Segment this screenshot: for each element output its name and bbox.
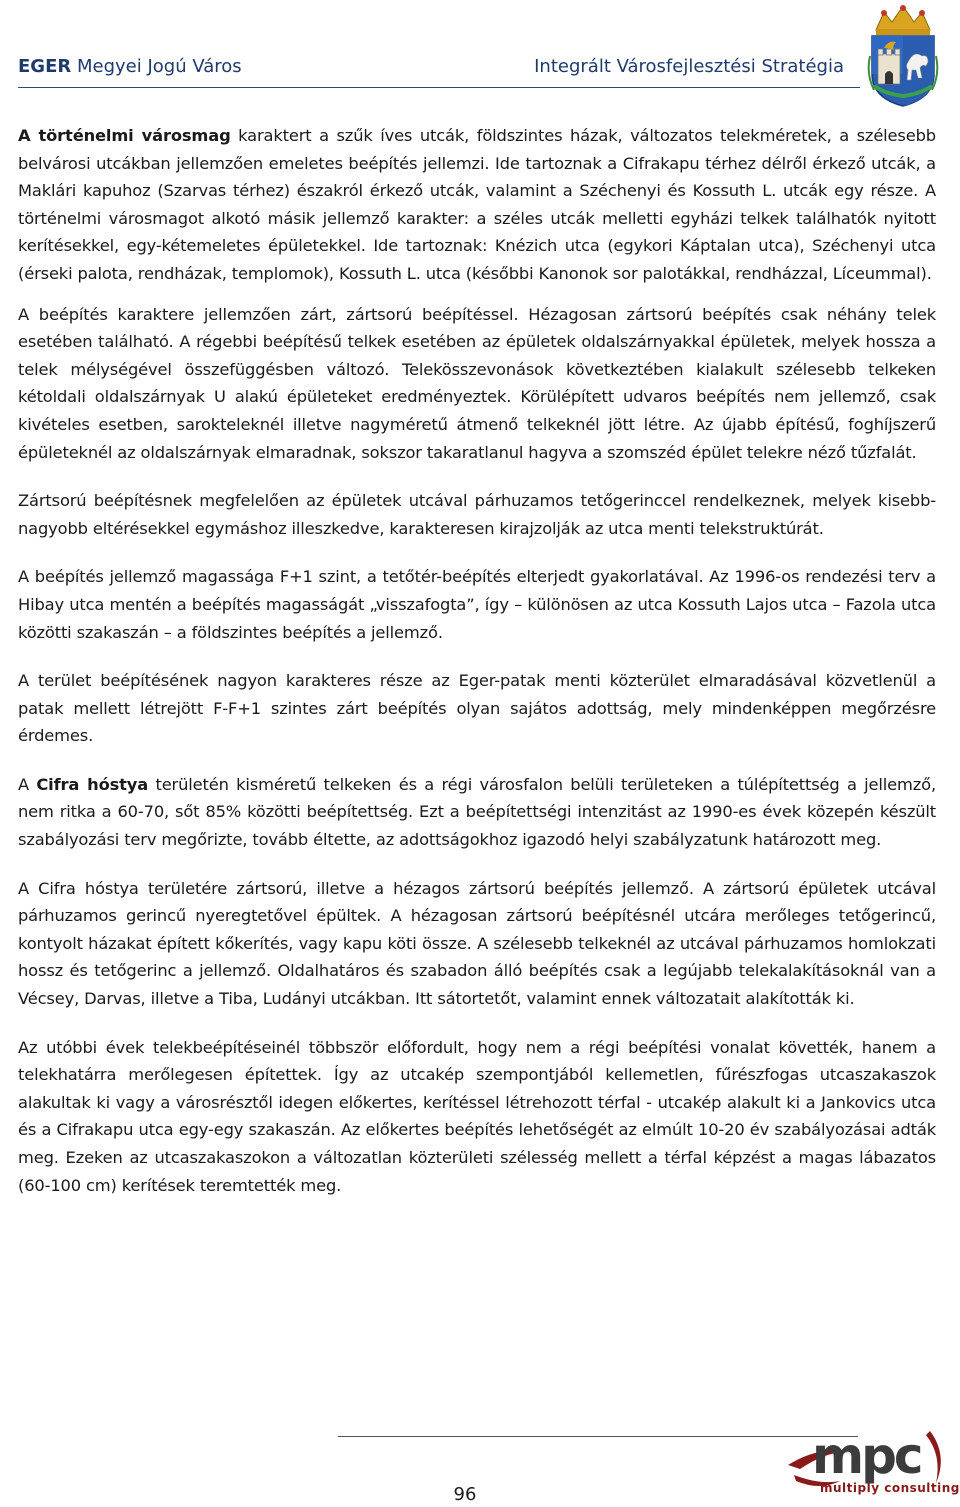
page-number: 96 xyxy=(453,1484,477,1505)
paragraph-1-lead: A történelmi városmag xyxy=(18,126,231,145)
body-text xyxy=(18,122,936,1220)
paragraph-1-text: karaktert a szűk íves utcák, földszintes házak, változatos telekméretek, a szélesebb belvárosi utcákban jellemzően emeletes beépítés jellemzi. Ide tartoznak a Cifrakapu térhez délről érkező utcák, a Maklári kapuhoz (Szarvas térhez) északról érkező utcák, valamint a Széchenyi és Kossuth L. utcák egy része. A történelmi városmagot alkotó másik jellemző karakter: a széles utcák melletti egyházi telkek találhatók nyitott kerítésekkel, egy-kétemeletes épületekkel. Ide tartoznak: Knézich utca (egykori Káptalan utca), Széchenyi utca (érseki palota, rendházak, templomok), Kossuth L. utca (későbbi Kanonok sor palotákkal, rendházzal, Líceummal). xyxy=(18,126,936,283)
paragraph-4: A beépítés jellemző magassága F+1 szint, a tetőtér-beépítés elterjedt gyakorlatával. Az 1996-os rendezési terv a Hibay utca mentén a beépítés magasságát „visszafogta”, így – különösen az utca Kossuth Lajos utca – Fazola utca közötti szakaszán – a földszintes beépítés a jellemző. xyxy=(18,567,936,642)
header-city-rest: Megyei Jogú Város xyxy=(76,56,242,77)
mpc-logo-tagline: multiply consulting xyxy=(820,1481,960,1495)
header-divider xyxy=(18,87,860,88)
paragraph-2: A beépítés karaktere jellemzően zárt, zártsorú beépítéssel. Hézagosan zártsorú beépítés csak néhány telek esetében található. A régebbi beépítésű telkek esetében az épületek oldalszárnyakkal épületek, melyek hossza a telek mélységével összefüggésben változó. Telekösszevonások következtében kialakult szélesebb telkeken kétoldali oldalszárnyak U alakú épületeket eredményeztek. Körülépített udvaros beépítés nem jellemző, csak kivételes esetben, sarokteleknél illetve nagyméretű átmenő telkeknél jött létre. Az újabb építésű, foghíjszerű épületeknél az oldalszárnyak elmaradnak, sokszor takaratlanul hagyva a szomszéd épület telekre néző tűzfalát. xyxy=(18,304,936,462)
paragraph-6 xyxy=(18,771,936,854)
paragraph-5: A terület beépítésének nagyon karakteres része az Eger-patak menti közterület elmaradásával közvetlenül a patak mellett létrejött F-F+1 szintes zárt beépítés olyan sajátos adottság, mely mindenképpen megőrzésre érdemes. xyxy=(18,671,936,746)
header-city-bold: EGER xyxy=(18,56,72,77)
header-city xyxy=(18,56,242,77)
header-document-title: Integrált Városfejlesztési Stratégia xyxy=(534,56,844,77)
paragraph-6-lead: A xyxy=(18,774,37,794)
paragraph-7: A Cifra hóstya területére zártsorú, illetve a hézagos zártsorú beépítés jellemző. A zártsorú épületek utcával párhuzamos gerincű nyeregtetővel épültek. A hézagosan zártsorú beépítésnél utcára merőleges tetőgerincű, kontyolt házakat épített kőkerítés, vagy kapu köti össze. A szélesebb telkeknél az utcával párhuzamos homlokzati hossz és tetőgerinc a jellemző. Oldalhatáros és szabadon álló beépítés csak a legújabb telekalakításoknál van a Vécsey, Darvas, illetve a Tiba, Ludányi utcákban. Itt sátortetőt, valamint ennek változatait alakították ki. xyxy=(18,878,936,1009)
page-header xyxy=(18,56,844,84)
paragraph-1 xyxy=(18,122,936,288)
paragraph-6-text: területén kisméretű telkeken és a régi városfalon belüli területeken a túlépítettség a jellemző, nem ritka a 60-70, sőt 85% közötti beépítettség. Ezt a beépítettségi intenzitást az 1990-es évek közepén készült szabályozási terv megőrizte, tovább éltette, az adottságokhoz igazodó helyi szabályzatunk határozott meg. xyxy=(18,774,936,850)
mpc-logo-text: mpc xyxy=(812,1427,921,1485)
city-crest-icon xyxy=(866,4,940,108)
paragraph-8: Az utóbbi évek telekbeépítéseinél többször előfordult, hogy nem a régi beépítési vonalat követték, hanem a telekhatárra merőlegesen építettek. Így az utcakép szempontjából kellemetlen, fűrészfogas utcaszakaszok alakultak ki vagy a városrésztől idegen előkertes, kerítéssel létrehozott térfal - utcakép alakult ki a Jankovics utca és a Cifrakapu utca egy-egy szakaszán. Az előkertes beépítés lehetőségét az elmúlt 10-20 év szabályozásai adták meg. Ezeken az utcaszakaszokon a változatlan közterületi szélesség mellett a térfal képzést a magas lábazatos (60-100 cm) kerítések teremtették meg. xyxy=(18,1037,936,1195)
paragraph-3: Zártsorú beépítésnek megfelelően az épületek utcával párhuzamos tetőgerinccel rendelkeznek, melyek kisebb-nagyobb eltérésekkel egymáshoz illeszkedve, karakteresen kirajzolják az utca menti telekstruktúrát. xyxy=(18,491,936,538)
paragraph-6-bold: Cifra hóstya xyxy=(36,774,149,794)
